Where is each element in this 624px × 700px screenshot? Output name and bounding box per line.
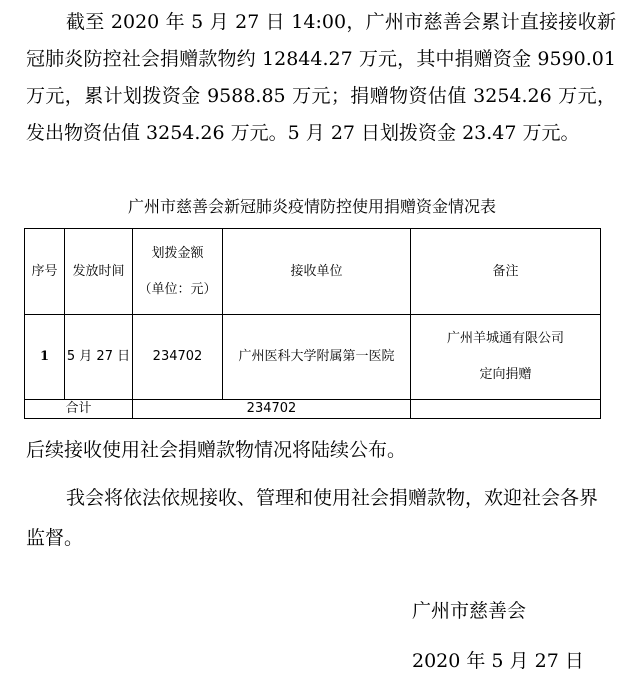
cell-date: 5 月 27 日 <box>65 315 133 400</box>
table-total-row <box>25 400 601 419</box>
header-seq: 序号 <box>25 229 65 315</box>
total-amount: 234702 <box>133 400 411 419</box>
header-amount-unit: （单位：元） <box>138 281 217 297</box>
header-amount-line1: 划拨金额 <box>151 245 204 261</box>
cell-recipient: 广州医科大学附属第一医院 <box>223 315 411 400</box>
header-remark: 备注 <box>411 229 601 315</box>
table-header-row <box>25 229 601 315</box>
total-remark-empty <box>411 400 601 419</box>
header-date: 发放时间 <box>65 229 133 315</box>
cell-remark <box>411 315 601 400</box>
cell-remark-line1: 广州羊城通有限公司 <box>446 331 564 346</box>
intro-paragraph: 截至 2020 年 5 月 27 日 14:00，广州市慈善会累计直接接收新冠肺炎防控社会捐赠款物约 12844.27 万元，其中捐赠资金 9590.01 万元，累计划拨资金 9588.85 万元；捐赠物资估值 3254.26 万元，发出物资估值 3254.26 万元。5 月 27 日划拨资金 23.47 万元。 <box>26 11 616 144</box>
header-amount <box>133 229 223 315</box>
signature-date: 2020 年 5 月 27 日 <box>412 650 584 672</box>
cell-amount: 234702 <box>133 315 223 400</box>
cell-seq: 1 <box>25 315 65 400</box>
donation-table <box>24 228 601 419</box>
table-title: 广州市慈善会新冠肺炎疫情防控使用捐赠资金情况表 <box>127 197 496 216</box>
header-recipient: 接收单位 <box>223 229 411 315</box>
signature-org: 广州市慈善会 <box>412 600 527 622</box>
cell-remark-line2: 定向捐赠 <box>479 367 532 382</box>
table-row <box>25 315 601 400</box>
total-label: 合计 <box>25 400 133 419</box>
followup-paragraph: 后续接收使用社会捐赠款物情况将陆续公布。 <box>26 439 407 461</box>
closing-paragraph: 我会将依法依规接收、管理和使用社会捐赠款物，欢迎社会各界监督。 <box>26 487 599 549</box>
